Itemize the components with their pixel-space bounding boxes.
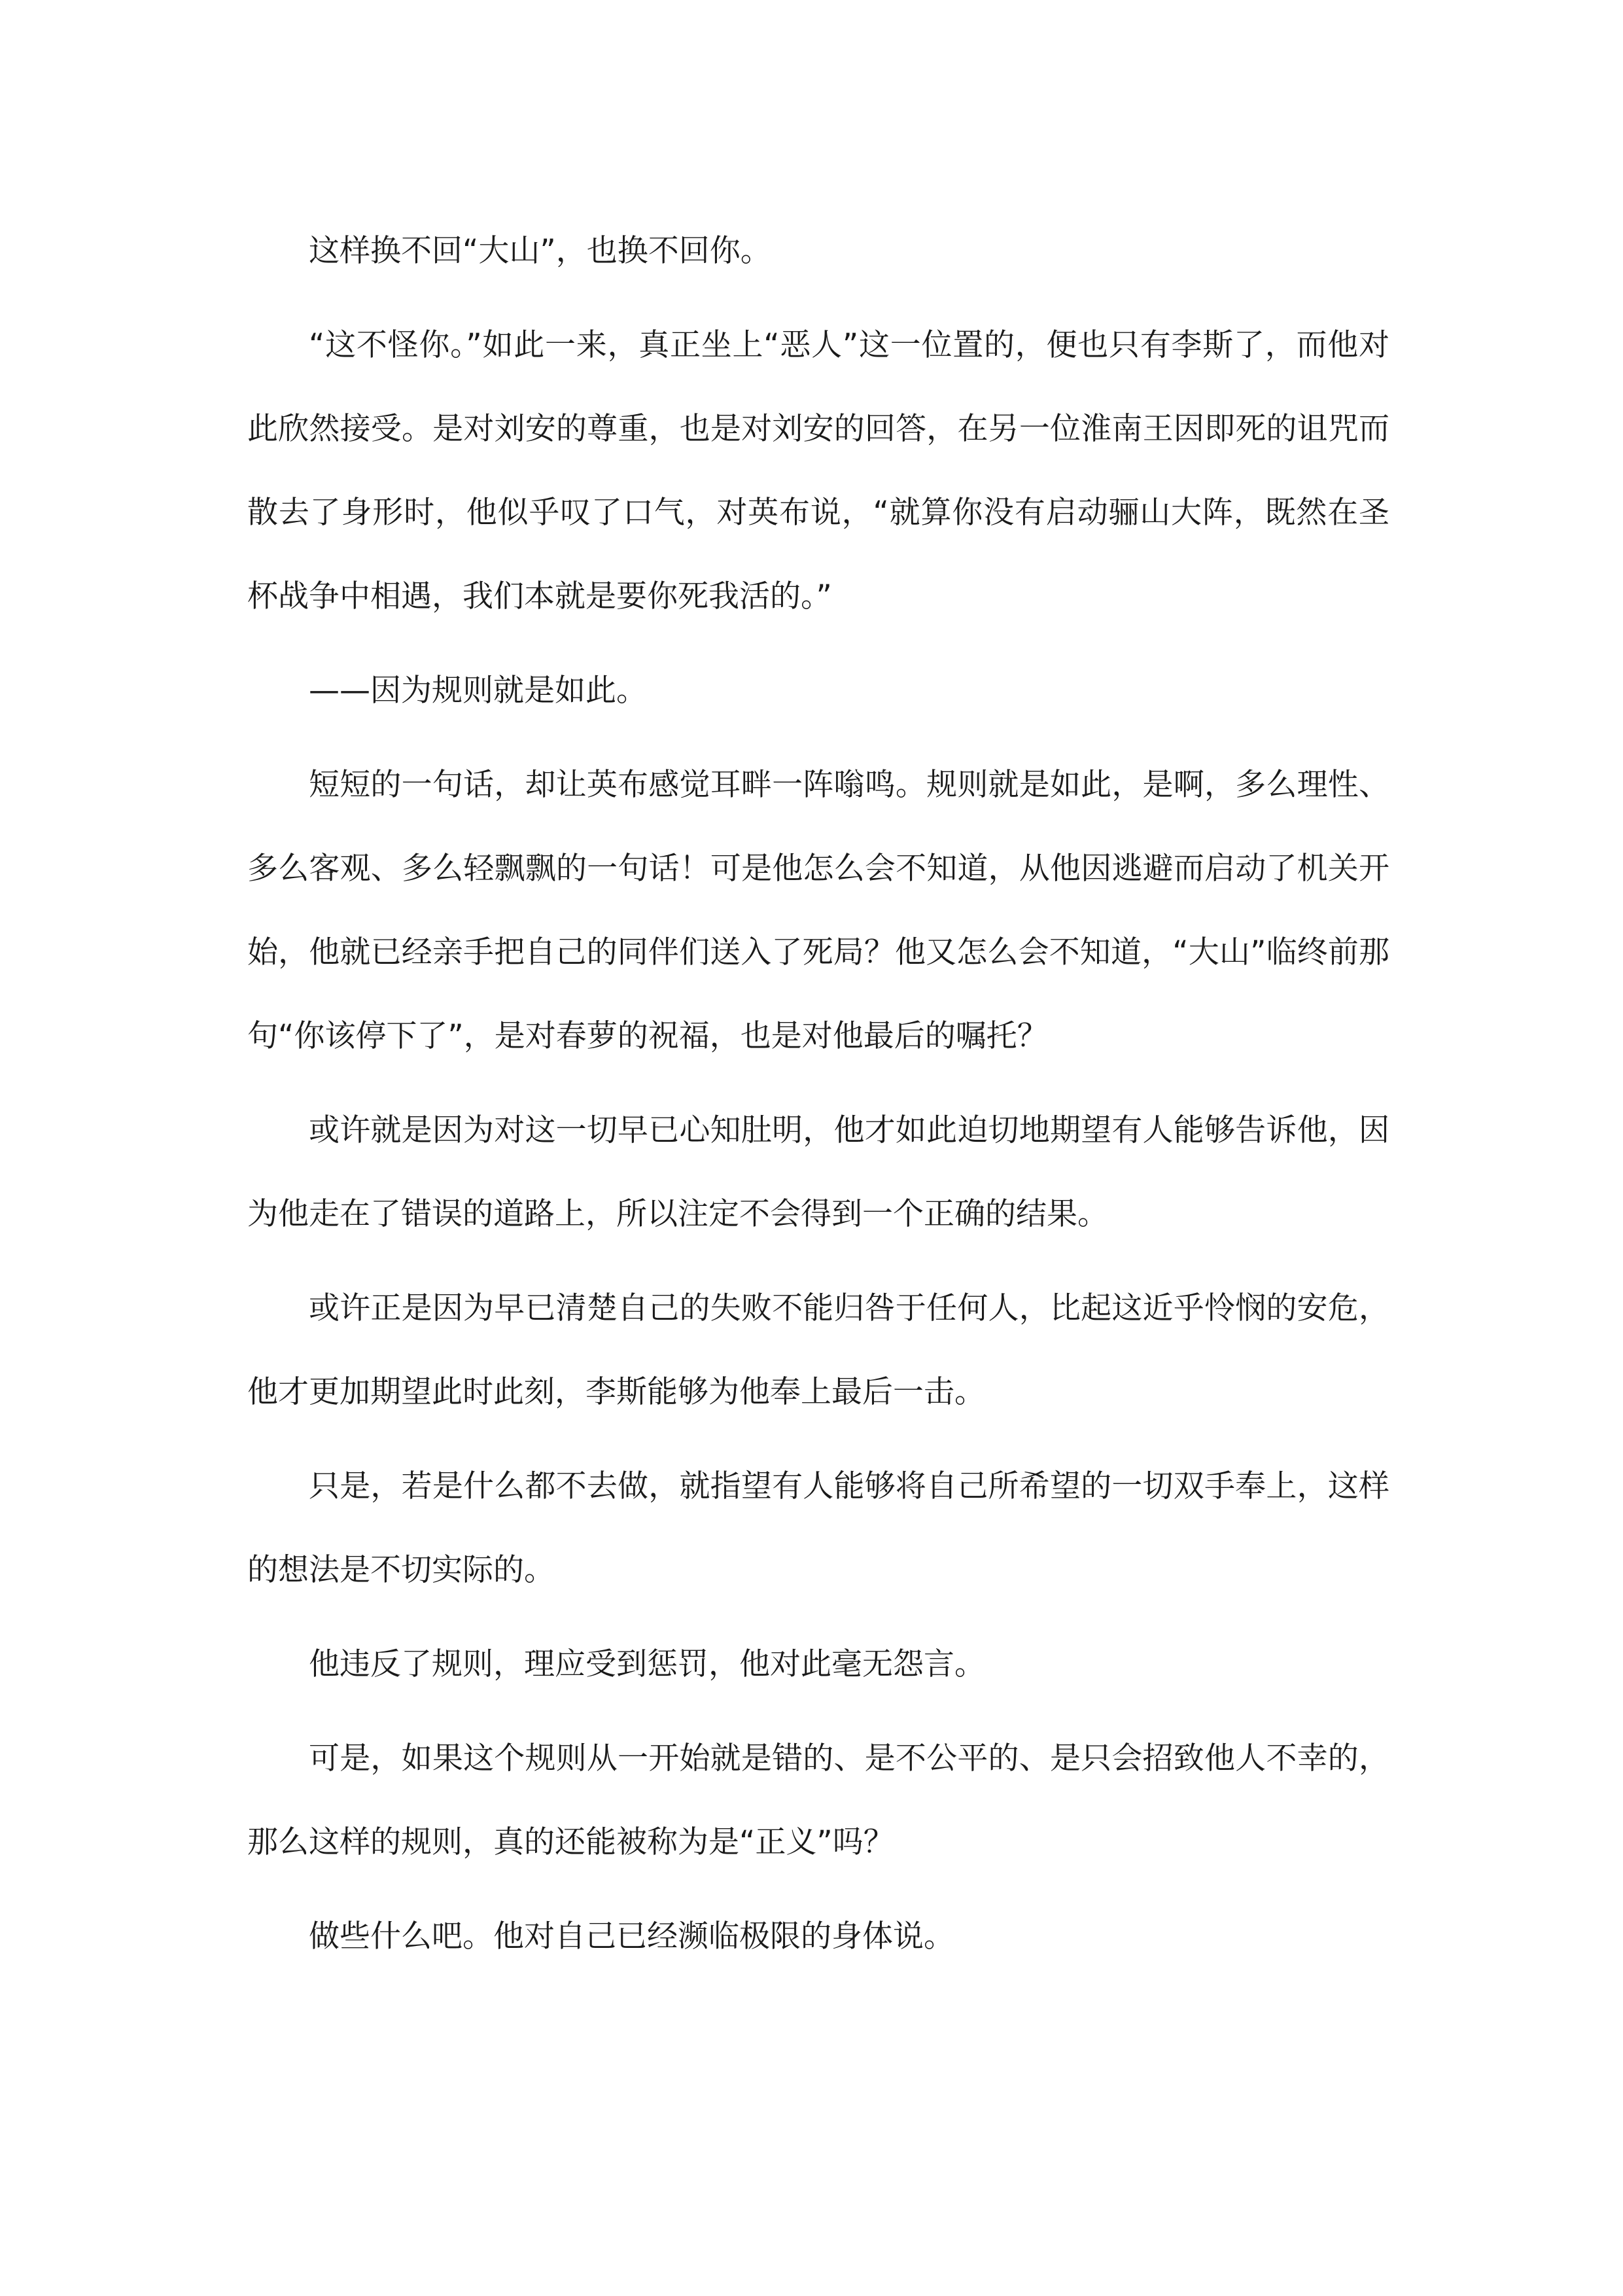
document-page bbox=[247, 209, 1389, 1989]
paragraph: 可是，如果这个规则从一开始就是错的、是不公平的、是只会招致他人不幸的，那么这样的规则，真的还能被称为是“正义”吗？ bbox=[247, 1740, 1389, 1860]
paragraph: 只是，若是什么都不去做，就指望有人能够将自己所希望的一切双手奉上，这样的想法是不切实际的。 bbox=[247, 1468, 1389, 1588]
paragraph: 这样换不回“大山”，也换不回你。 bbox=[309, 233, 771, 269]
paragraph: 或许正是因为早已清楚自己的失败不能归咎于任何人，比起这近乎怜悯的安危，他才更加期望此时此刻，李斯能够为他奉上最后一击。 bbox=[247, 1290, 1389, 1410]
paragraph: 他违反了规则，理应受到惩罚，他对此毫无怨言。 bbox=[309, 1646, 985, 1682]
paragraph: 做些什么吧。他对自己已经濒临极限的身体说。 bbox=[309, 1918, 954, 1954]
paragraph: ——因为规则就是如此。 bbox=[309, 673, 647, 709]
paragraph: 或许就是因为对这一切早已心知肚明，他才如此迫切地期望有人能够告诉他，因为他走在了错误的道路上，所以注定不会得到一个正确的结果。 bbox=[247, 1112, 1389, 1232]
paragraph: 短短的一句话，却让英布感觉耳畔一阵嗡鸣。规则就是如此，是啊，多么理性、多么客观、多么轻飘飘的一句话！可是他怎么会不知道，从他因逃避而启动了机关开始，他就已经亲手把自己的同伴们送入了死局？他又怎么会不知道，“大山”临终前那句“你该停下了”，是对春萝的祝福，也是对他最后的嘱托？ bbox=[247, 767, 1389, 1054]
paragraph: “这不怪你。”如此一来，真正坐上“恶人”这一位置的，便也只有李斯了，而他对此欣然接受。是对刘安的尊重，也是对刘安的回答，在另一位淮南王因即死的诅咒而散去了身形时，他似乎叹了口气，对英布说，“就算你没有启动骊山大阵，既然在圣杯战争中相遇，我们本就是要你死我活的。” bbox=[247, 327, 1389, 614]
